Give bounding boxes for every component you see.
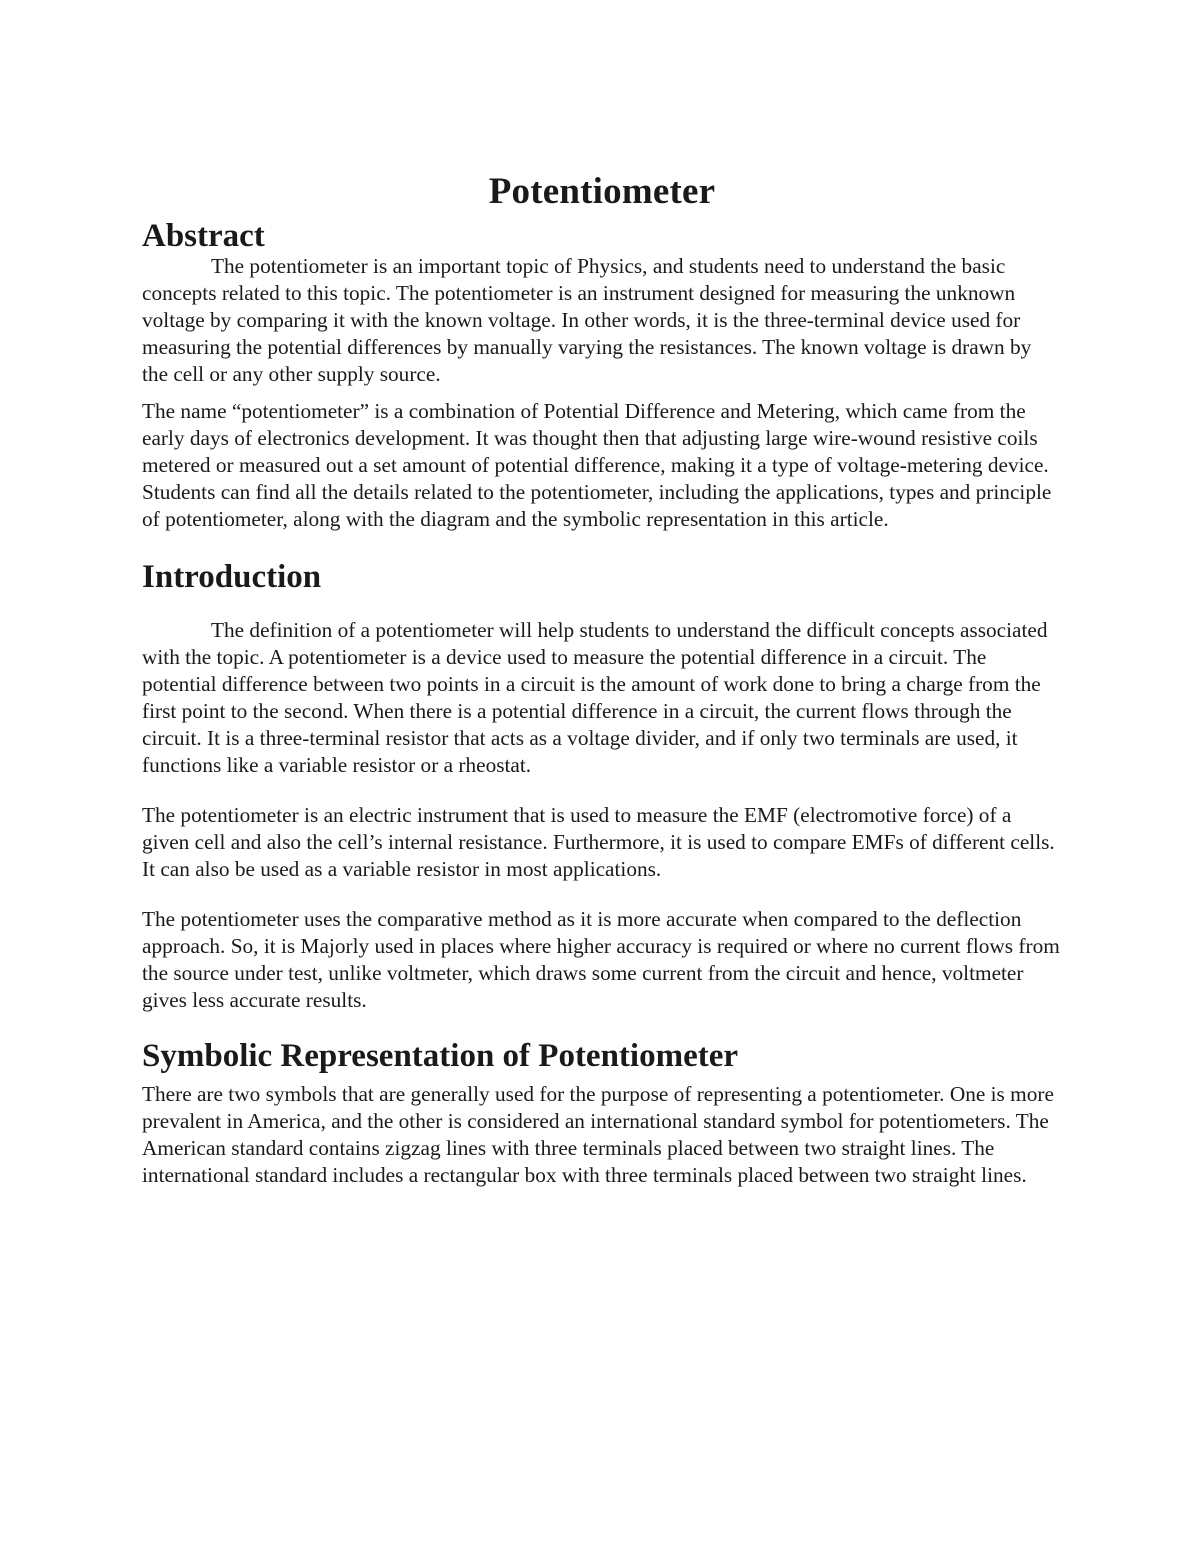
- section-heading-abstract: Abstract: [142, 218, 265, 254]
- introduction-paragraph-3: The potentiometer uses the comparative method as it is more accurate when compared to the deflection approach. So, it is Majorly used in places where higher accuracy is required or where no current flows from the source under test, unlike voltmeter, which draws some current from the circuit and hence, voltmeter gives less accurate results.: [142, 907, 1060, 1012]
- introduction-paragraph-2: The potentiometer is an electric instrument that is used to measure the EMF (electromotive force) of a given cell and also the cell’s internal resistance. Furthermore, it is used to compare EMFs of different cells. It can also be used as a variable resistor in most applications.: [142, 803, 1055, 881]
- section-heading-introduction: Introduction: [142, 559, 322, 595]
- section-heading-symbolic-representation: Symbolic Representation of Potentiometer: [142, 1038, 739, 1074]
- symbolic-representation-paragraph-1: There are two symbols that are generally used for the purpose of representing a potentiometer. One is more prevalent in America, and the other is considered an international standard symbol for potentiometers. The American standard contains zigzag lines with three terminals placed between two straight lines. The international standard includes a rectangular box with three terminals placed between two straight lines.: [142, 1082, 1054, 1187]
- abstract-paragraph-2: The name “potentiometer” is a combination of Potential Difference and Metering, which came from the early days of electronics development. It was thought then that adjusting large wire-wound resistive coils metered or measured out a set amount of potential difference, making it a type of voltage-metering device. Students can find all the details related to the potentiometer, including the applications, types and principle of potentiometer, along with the diagram and the symbolic representation in this article.: [142, 399, 1052, 531]
- document-page: [142, 170, 1062, 1189]
- document-title: Potentiometer: [488, 171, 716, 212]
- abstract-paragraph-1: The potentiometer is an important topic of Physics, and students need to understand the basic concepts related to this topic. The potentiometer is an instrument designed for measuring the unknown voltage by comparing it with the known voltage. In other words, it is the three-terminal device used for measuring the potential differences by manually varying the resistances. The known voltage is drawn by the cell or any other supply source.: [142, 254, 1032, 386]
- introduction-paragraph-1: The definition of a potentiometer will help students to understand the difficult concepts associated with the topic. A potentiometer is a device used to measure the potential difference in a circuit. The potential difference between two points in a circuit is the amount of work done to bring a charge from the first point to the second. When there is a potential difference in a circuit, the current flows through the circuit. It is a three-terminal resistor that acts as a voltage divider, and if only two terminals are used, it functions like a variable resistor or a rheostat.: [142, 618, 1048, 777]
